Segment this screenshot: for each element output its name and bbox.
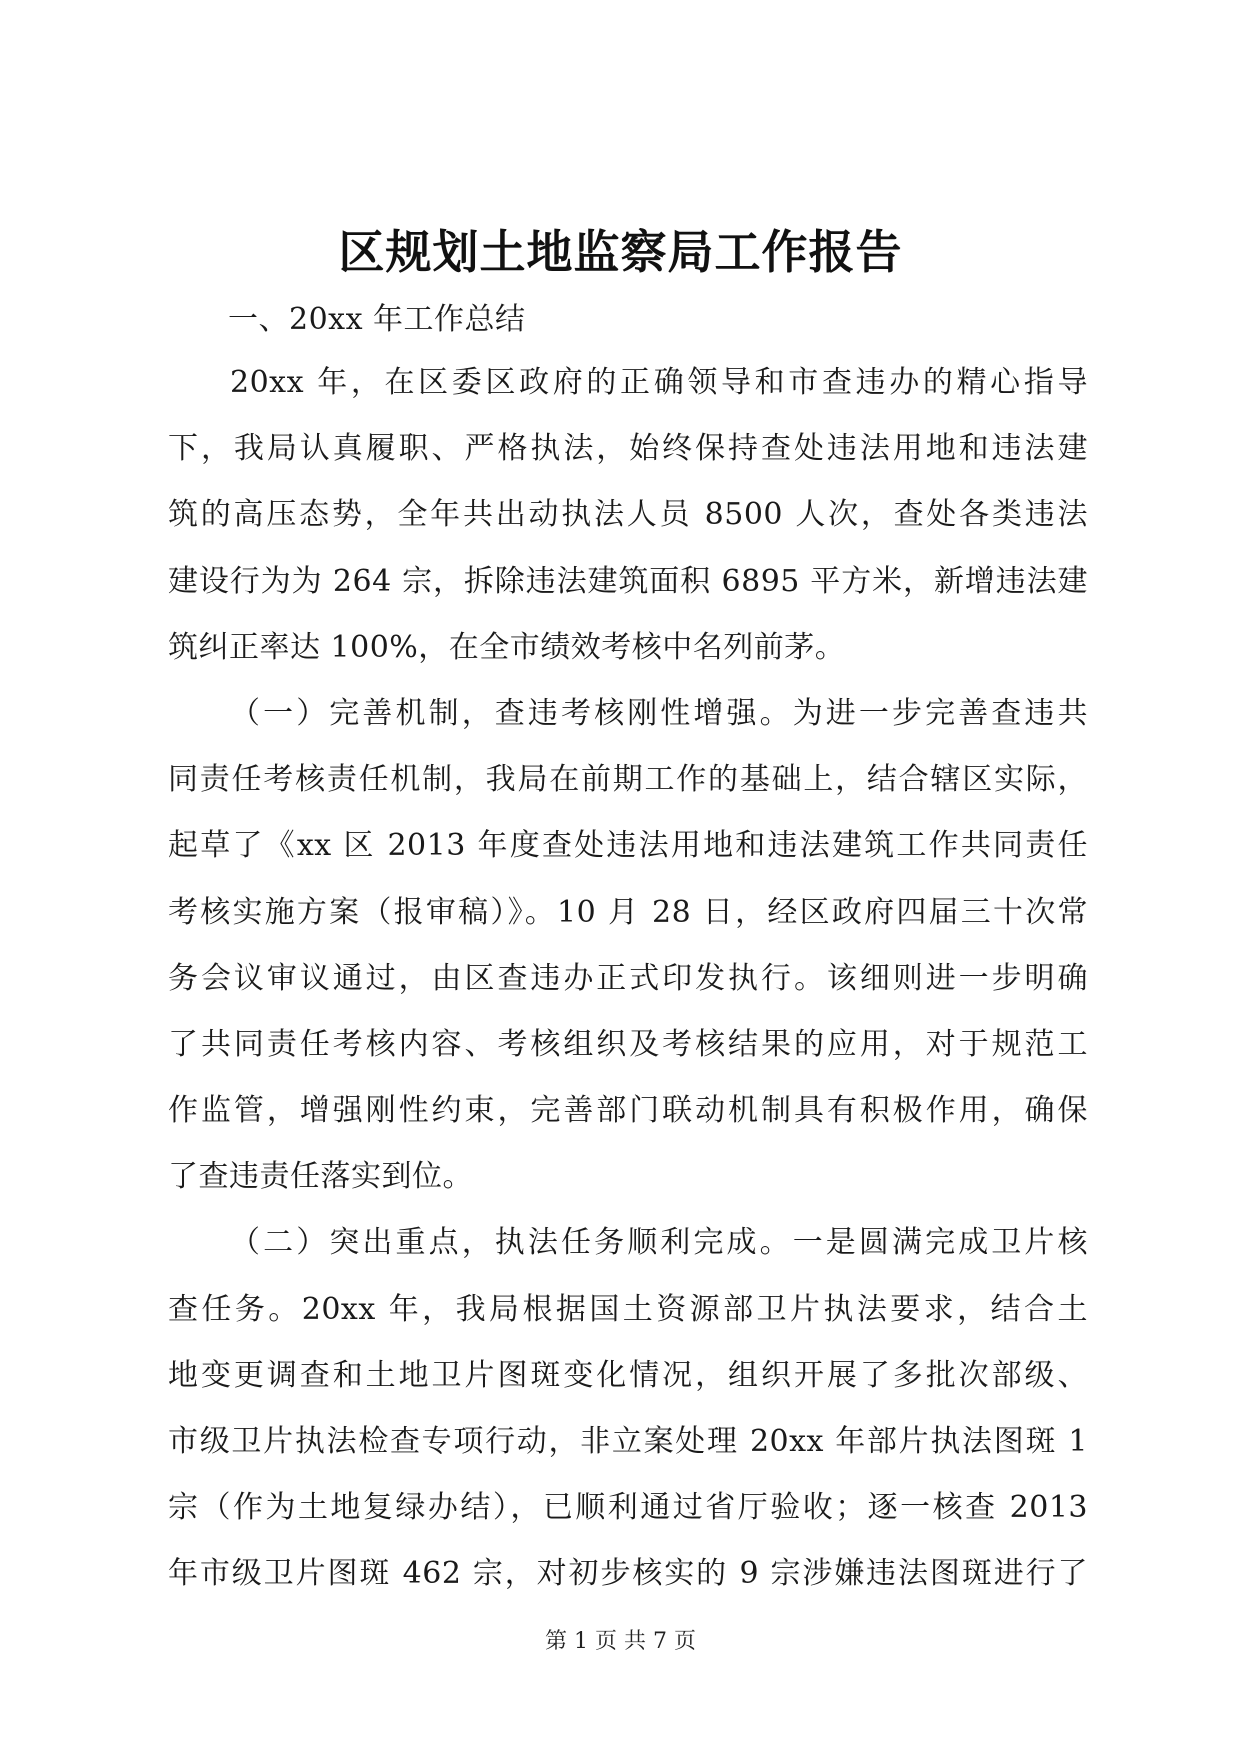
body-line: 务会议审议通过，由区查违办正式印发执行。该细则进一步明确 <box>168 960 1088 996</box>
body-line: 市级卫片执法检查专项行动，非立案处理 20xx 年部片执法图斑 1 <box>168 1424 1088 1459</box>
section-heading: 一、20xx 年工作总结 <box>228 302 526 337</box>
body-line: 地变更调查和土地卫片图斑变化情况，组织开展了多批次部级、 <box>168 1357 1088 1393</box>
document-body <box>168 290 1088 1608</box>
body-line: 宗（作为土地复绿办结），已顺利通过省厅验收；逐一核查 2013 <box>168 1490 1088 1526</box>
body-line: （二）突出重点，执法任务顺利完成。一是圆满完成卫片核 <box>230 1225 1088 1261</box>
body-line: 建设行为为 264 宗，拆除违法建筑面积 6895 平方米，新增违法建 <box>168 563 1088 599</box>
body-line: 筑的高压态势，全年共出动执法人员 8500 人次，查处各类违法 <box>168 497 1088 533</box>
body-line: 考核实施方案（报审稿）》。10 月 28 日，经区政府四届三十次常 <box>168 894 1088 930</box>
body-line: 下，我局认真履职、严格执法，始终保持查处违法用地和违法建 <box>168 431 1088 467</box>
body-line: 20xx 年，在区委区政府的正确领导和市查违办的精心指导 <box>230 365 1088 400</box>
document-title: 区规划土地监察局工作报告 <box>338 225 903 279</box>
body-line: 筑纠正率达 100%，在全市绩效考核中名列前茅。 <box>168 629 846 665</box>
body-line: 同责任考核责任机制，我局在前期工作的基础上，结合辖区实际， <box>168 762 1088 798</box>
body-line: （一）完善机制，查违考核刚性增强。为进一步完善查违共 <box>230 695 1088 731</box>
body-line: 了共同责任考核内容、考核组织及考核结果的应用，对于规范工 <box>168 1026 1088 1062</box>
body-line: 作监管，增强刚性约束，完善部门联动机制具有积极作用，确保 <box>168 1093 1088 1129</box>
body-line: 了查违责任落实到位。 <box>168 1159 473 1195</box>
body-line: 查任务。20xx 年，我局根据国土资源部卫片执法要求，结合土 <box>168 1291 1088 1327</box>
page-number-footer: 第 1 页 共 7 页 <box>545 1629 696 1654</box>
body-line: 年市级卫片图斑 462 宗，对初步核实的 9 宗涉嫌违法图斑进行了 <box>168 1556 1088 1592</box>
body-line: 起草了《xx 区 2013 年度查处违法用地和违法建筑工作共同责任 <box>168 828 1088 864</box>
